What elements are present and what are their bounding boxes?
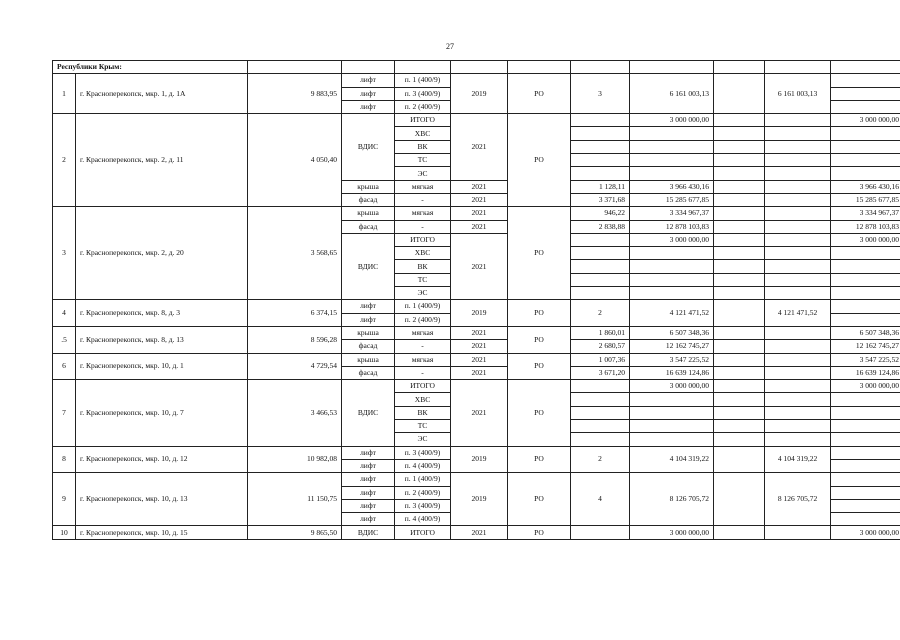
table-cell bbox=[630, 393, 714, 406]
table-cell: РО bbox=[508, 114, 571, 207]
table-cell bbox=[630, 127, 714, 140]
table-cell bbox=[831, 154, 900, 167]
table-cell bbox=[831, 486, 900, 499]
table-cell bbox=[831, 300, 900, 313]
table-cell bbox=[714, 247, 765, 260]
table-cell: лифт bbox=[342, 313, 395, 326]
table-cell: 2021 bbox=[451, 193, 508, 206]
table-cell bbox=[831, 140, 900, 153]
table-cell bbox=[714, 446, 765, 473]
table-cell bbox=[714, 326, 765, 339]
table-cell bbox=[714, 526, 765, 539]
table-cell: мягкая bbox=[395, 207, 451, 220]
table-cell: - bbox=[395, 220, 451, 233]
table-cell: ВДИС bbox=[342, 526, 395, 539]
table-cell: ЭС bbox=[395, 167, 451, 180]
table-cell bbox=[571, 247, 630, 260]
table-cell bbox=[831, 459, 900, 472]
table-cell bbox=[765, 380, 831, 393]
table-cell bbox=[571, 433, 630, 446]
table-cell: РО bbox=[508, 353, 571, 380]
table-cell: РО bbox=[508, 326, 571, 353]
table-cell: 3 547 225,52 bbox=[831, 353, 900, 366]
table-cell bbox=[765, 420, 831, 433]
table-cell: 4 bbox=[571, 473, 630, 526]
table-cell: 3 671,20 bbox=[571, 366, 630, 379]
table-cell: 2019 bbox=[451, 300, 508, 327]
table-cell: 2019 bbox=[451, 473, 508, 526]
table-cell bbox=[831, 406, 900, 419]
table-cell bbox=[248, 61, 342, 74]
address-cell: г. Красноперекопск, мкр. 2, д. 20 bbox=[76, 207, 248, 300]
table-cell: РО bbox=[508, 207, 571, 300]
table-cell bbox=[571, 260, 630, 273]
table-cell: ВДИС bbox=[342, 233, 395, 299]
table-cell: 2021 bbox=[451, 366, 508, 379]
table-cell: ТС bbox=[395, 273, 451, 286]
table-cell: 2 bbox=[571, 300, 630, 327]
table-cell: ИТОГО bbox=[395, 114, 451, 127]
table-cell: 4 bbox=[53, 300, 76, 327]
table-cell bbox=[571, 380, 630, 393]
table-cell: 16 639 124,86 bbox=[630, 366, 714, 379]
region-header-row bbox=[53, 61, 900, 74]
table-cell bbox=[630, 273, 714, 286]
table-cell bbox=[714, 273, 765, 286]
table-cell bbox=[714, 433, 765, 446]
table-row bbox=[53, 207, 900, 220]
table-cell bbox=[831, 167, 900, 180]
table-cell: лифт bbox=[342, 74, 395, 87]
table-cell: РО bbox=[508, 380, 571, 446]
table-cell: 3 466,53 bbox=[248, 380, 342, 446]
table-cell: п. 2 (400/9) bbox=[395, 486, 451, 499]
table-cell bbox=[765, 167, 831, 180]
table-cell: 2021 bbox=[451, 220, 508, 233]
table-cell bbox=[630, 61, 714, 74]
table-cell: 1 007,36 bbox=[571, 353, 630, 366]
table-cell bbox=[831, 273, 900, 286]
table-cell: 8 596,28 bbox=[248, 326, 342, 353]
address-cell: г. Красноперекопск, мкр. 2, д. 11 bbox=[76, 114, 248, 207]
table-cell bbox=[571, 526, 630, 539]
table-cell: п. 1 (400/9) bbox=[395, 74, 451, 87]
table-cell bbox=[765, 180, 831, 193]
table-cell: 16 639 124,86 bbox=[831, 366, 900, 379]
table-cell: лифт bbox=[342, 486, 395, 499]
table-cell: РО bbox=[508, 473, 571, 526]
table-cell bbox=[714, 61, 765, 74]
address-cell: г. Красноперекопск, мкр. 8, д. 13 bbox=[76, 326, 248, 353]
table-cell: ЭС bbox=[395, 433, 451, 446]
table-cell: 2 838,88 bbox=[571, 220, 630, 233]
table-cell: 2021 bbox=[451, 526, 508, 539]
address-cell: г. Красноперекопск, мкр. 1, д. 1А bbox=[76, 74, 248, 114]
table-cell: 2021 bbox=[451, 326, 508, 339]
table-cell bbox=[765, 393, 831, 406]
table-cell: 2019 bbox=[451, 446, 508, 473]
table-cell: 15 285 677,85 bbox=[831, 193, 900, 206]
table-cell: п. 3 (400/9) bbox=[395, 87, 451, 100]
table-cell bbox=[451, 61, 508, 74]
table-cell: 9 bbox=[53, 473, 76, 526]
table-cell: 6 161 003,13 bbox=[630, 74, 714, 114]
address-cell: г. Красноперекопск, мкр. 10, д. 12 bbox=[76, 446, 248, 473]
table-cell: 2 680,57 bbox=[571, 340, 630, 353]
table-cell bbox=[765, 127, 831, 140]
table-cell: лифт bbox=[342, 100, 395, 113]
table-row bbox=[53, 380, 900, 393]
table-row bbox=[53, 300, 900, 313]
table-cell bbox=[765, 287, 831, 300]
page-number: 27 bbox=[446, 42, 454, 51]
table-cell bbox=[571, 287, 630, 300]
table-cell: 2021 bbox=[451, 207, 508, 220]
table-cell: ВК bbox=[395, 140, 451, 153]
table-cell: ТС bbox=[395, 154, 451, 167]
table-cell bbox=[831, 87, 900, 100]
table-cell: ИТОГО bbox=[395, 380, 451, 393]
table-cell: ИТОГО bbox=[395, 233, 451, 246]
table-cell bbox=[765, 247, 831, 260]
table-cell: крыша bbox=[342, 180, 395, 193]
table-cell bbox=[831, 287, 900, 300]
table-cell bbox=[765, 207, 831, 220]
table-cell bbox=[571, 393, 630, 406]
table-cell: 1 bbox=[53, 74, 76, 114]
table-cell: 12 162 745,27 bbox=[630, 340, 714, 353]
table-cell bbox=[714, 140, 765, 153]
table-cell: лифт bbox=[342, 459, 395, 472]
address-cell: г. Красноперекопск, мкр. 10, д. 13 bbox=[76, 473, 248, 526]
table-cell: 1 860,01 bbox=[571, 326, 630, 339]
table-cell bbox=[714, 154, 765, 167]
table-cell bbox=[765, 114, 831, 127]
table-cell bbox=[831, 393, 900, 406]
table-cell: п. 1 (400/9) bbox=[395, 300, 451, 313]
table-cell bbox=[831, 260, 900, 273]
table-cell: фасад bbox=[342, 193, 395, 206]
table-cell bbox=[630, 154, 714, 167]
table-cell: 2 bbox=[53, 114, 76, 207]
table-cell: 4 104 319,22 bbox=[765, 446, 831, 473]
table-cell: - bbox=[395, 340, 451, 353]
table-cell bbox=[714, 233, 765, 246]
table-cell: 3 000 000,00 bbox=[630, 380, 714, 393]
table-cell bbox=[831, 513, 900, 526]
table-cell bbox=[765, 220, 831, 233]
table-cell bbox=[765, 140, 831, 153]
table-cell bbox=[714, 74, 765, 114]
table-cell: ВДИС bbox=[342, 380, 395, 446]
table-cell: 3 334 967,37 bbox=[831, 207, 900, 220]
table-cell: 4 050,40 bbox=[248, 114, 342, 207]
table-cell bbox=[571, 273, 630, 286]
table-cell: 2021 bbox=[451, 380, 508, 446]
table-cell bbox=[571, 127, 630, 140]
table-cell bbox=[571, 406, 630, 419]
table-cell bbox=[714, 114, 765, 127]
table-cell: крыша bbox=[342, 207, 395, 220]
table-cell: мягкая bbox=[395, 180, 451, 193]
table-cell: .5 bbox=[53, 326, 76, 353]
table-cell: 3 bbox=[571, 74, 630, 114]
table-cell: 3 bbox=[53, 207, 76, 300]
table-cell bbox=[765, 233, 831, 246]
table-cell bbox=[714, 406, 765, 419]
table-row bbox=[53, 326, 900, 339]
table-row bbox=[53, 114, 900, 127]
table-cell: 15 285 677,85 bbox=[630, 193, 714, 206]
table-cell bbox=[831, 100, 900, 113]
table-cell: 6 374,15 bbox=[248, 300, 342, 327]
capital-repair-table bbox=[52, 60, 900, 540]
table-cell: 3 966 430,16 bbox=[831, 180, 900, 193]
table-cell bbox=[831, 247, 900, 260]
table-cell: - bbox=[395, 193, 451, 206]
table-cell: 9 883,95 bbox=[248, 74, 342, 114]
table-cell: ТС bbox=[395, 420, 451, 433]
table-cell: п. 1 (400/9) bbox=[395, 473, 451, 486]
table-cell bbox=[831, 473, 900, 486]
table-cell: лифт bbox=[342, 499, 395, 512]
table-cell: 10 982,08 bbox=[248, 446, 342, 473]
table-cell: 3 334 967,37 bbox=[630, 207, 714, 220]
table-cell: крыша bbox=[342, 353, 395, 366]
table-cell bbox=[714, 180, 765, 193]
table-cell: п. 2 (400/9) bbox=[395, 100, 451, 113]
table-cell bbox=[765, 326, 831, 339]
table-cell: РО bbox=[508, 446, 571, 473]
table-cell: 3 000 000,00 bbox=[630, 526, 714, 539]
table-cell bbox=[571, 140, 630, 153]
table-cell bbox=[714, 380, 765, 393]
table-cell: 2019 bbox=[451, 74, 508, 114]
table-cell: 3 000 000,00 bbox=[630, 233, 714, 246]
table-cell bbox=[630, 287, 714, 300]
table-cell: 3 371,68 bbox=[571, 193, 630, 206]
table-cell: - bbox=[395, 366, 451, 379]
table-cell bbox=[714, 287, 765, 300]
table-cell: 8 126 705,72 bbox=[765, 473, 831, 526]
address-cell: г. Красноперекопск, мкр. 10, д. 7 bbox=[76, 380, 248, 446]
table-cell bbox=[765, 193, 831, 206]
table-cell: п. 3 (400/9) bbox=[395, 446, 451, 459]
table-cell: 946,22 bbox=[571, 207, 630, 220]
region-header: Республики Крым: bbox=[53, 61, 248, 74]
table-cell bbox=[630, 420, 714, 433]
table-cell bbox=[714, 220, 765, 233]
table-cell: 4 104 319,22 bbox=[630, 446, 714, 473]
table-cell: 11 150,75 bbox=[248, 473, 342, 526]
table-cell bbox=[714, 393, 765, 406]
table-cell bbox=[714, 127, 765, 140]
table-cell: 10 bbox=[53, 526, 76, 539]
table-cell: ЭС bbox=[395, 287, 451, 300]
table-cell: 4 729,54 bbox=[248, 353, 342, 380]
table-cell bbox=[765, 433, 831, 446]
table-cell: лифт bbox=[342, 473, 395, 486]
table-cell bbox=[571, 114, 630, 127]
table-cell bbox=[714, 473, 765, 526]
table-cell bbox=[714, 353, 765, 366]
table-cell: 2021 bbox=[451, 353, 508, 366]
table-cell bbox=[714, 260, 765, 273]
table-cell: 7 bbox=[53, 380, 76, 446]
table-cell: 2021 bbox=[451, 340, 508, 353]
table-cell: лифт bbox=[342, 87, 395, 100]
table-cell: ХВС bbox=[395, 393, 451, 406]
table-cell bbox=[765, 61, 831, 74]
table-cell: 3 568,65 bbox=[248, 207, 342, 300]
address-cell: г. Красноперекопск, мкр. 8, д. 3 bbox=[76, 300, 248, 327]
table-row bbox=[53, 353, 900, 366]
table-cell: РО bbox=[508, 526, 571, 539]
table-cell: 4 121 471,52 bbox=[765, 300, 831, 327]
table-cell bbox=[831, 61, 900, 74]
table-cell: 3 000 000,00 bbox=[831, 233, 900, 246]
table-cell bbox=[765, 154, 831, 167]
table-cell bbox=[508, 61, 571, 74]
table-cell bbox=[342, 61, 395, 74]
table-cell bbox=[714, 207, 765, 220]
table-cell bbox=[630, 433, 714, 446]
table-cell: 3 000 000,00 bbox=[831, 380, 900, 393]
table-cell: п. 4 (400/9) bbox=[395, 459, 451, 472]
table-cell bbox=[765, 406, 831, 419]
table-cell: 12 878 103,83 bbox=[630, 220, 714, 233]
table-cell: 6 161 003,13 bbox=[765, 74, 831, 114]
table-cell: п. 4 (400/9) bbox=[395, 513, 451, 526]
table-cell bbox=[571, 420, 630, 433]
table-row bbox=[53, 446, 900, 459]
table-cell: 6 bbox=[53, 353, 76, 380]
table-cell bbox=[831, 420, 900, 433]
table-cell bbox=[630, 260, 714, 273]
table-cell: 8 bbox=[53, 446, 76, 473]
table-cell: 6 507 348,36 bbox=[630, 326, 714, 339]
table-cell: 3 000 000,00 bbox=[831, 114, 900, 127]
table-cell: РО bbox=[508, 300, 571, 327]
table-cell bbox=[765, 260, 831, 273]
table-cell bbox=[630, 140, 714, 153]
table-cell bbox=[765, 273, 831, 286]
table-cell bbox=[630, 406, 714, 419]
table-cell: мягкая bbox=[395, 326, 451, 339]
table-cell: лифт bbox=[342, 300, 395, 313]
table-cell: 12 878 103,83 bbox=[831, 220, 900, 233]
table-row bbox=[53, 526, 900, 539]
table-cell bbox=[831, 433, 900, 446]
table-cell bbox=[831, 313, 900, 326]
table-cell: 12 162 745,27 bbox=[831, 340, 900, 353]
address-cell: г. Красноперекопск, мкр. 10, д. 15 bbox=[76, 526, 248, 539]
table-cell: мягкая bbox=[395, 353, 451, 366]
table-cell: 2 bbox=[571, 446, 630, 473]
table-cell: фасад bbox=[342, 340, 395, 353]
table-cell bbox=[765, 353, 831, 366]
table-cell: 2021 bbox=[451, 233, 508, 299]
table-cell bbox=[714, 366, 765, 379]
table-cell: ВК bbox=[395, 406, 451, 419]
table-cell: 4 121 471,52 bbox=[630, 300, 714, 327]
table-cell bbox=[571, 154, 630, 167]
table-cell: ИТОГО bbox=[395, 526, 451, 539]
table-cell: 8 126 705,72 bbox=[630, 473, 714, 526]
table-cell: 3 000 000,00 bbox=[630, 114, 714, 127]
table-cell: 3 000 000,00 bbox=[831, 526, 900, 539]
table-cell: ХВС bbox=[395, 247, 451, 260]
table-cell bbox=[831, 127, 900, 140]
table-cell bbox=[831, 74, 900, 87]
table-cell: п. 2 (400/9) bbox=[395, 313, 451, 326]
table-cell bbox=[630, 167, 714, 180]
table-cell bbox=[831, 499, 900, 512]
table-cell bbox=[630, 247, 714, 260]
table-cell: ВДИС bbox=[342, 114, 395, 180]
table-cell bbox=[571, 61, 630, 74]
table-cell: ХВС bbox=[395, 127, 451, 140]
table-cell: фасад bbox=[342, 220, 395, 233]
table-cell bbox=[714, 193, 765, 206]
table-cell: 2021 bbox=[451, 114, 508, 180]
table-cell bbox=[714, 167, 765, 180]
table-cell: крыша bbox=[342, 326, 395, 339]
table-cell bbox=[571, 233, 630, 246]
table-cell: 3 547 225,52 bbox=[630, 353, 714, 366]
table-cell: лифт bbox=[342, 446, 395, 459]
table-cell bbox=[765, 366, 831, 379]
table-cell bbox=[714, 300, 765, 327]
table-cell bbox=[571, 167, 630, 180]
table-cell: п. 3 (400/9) bbox=[395, 499, 451, 512]
table-cell bbox=[831, 446, 900, 459]
table-cell: 1 128,11 bbox=[571, 180, 630, 193]
table-cell bbox=[395, 61, 451, 74]
table-cell bbox=[765, 526, 831, 539]
table-cell: фасад bbox=[342, 366, 395, 379]
table-cell: РО bbox=[508, 74, 571, 114]
table-row bbox=[53, 473, 900, 486]
table-cell bbox=[714, 340, 765, 353]
table-cell: 2021 bbox=[451, 180, 508, 193]
table-cell: ВК bbox=[395, 260, 451, 273]
table-cell: 9 865,50 bbox=[248, 526, 342, 539]
table-cell: 6 507 348,36 bbox=[831, 326, 900, 339]
address-cell: г. Красноперекопск, мкр. 10, д. 1 bbox=[76, 353, 248, 380]
table-row bbox=[53, 74, 900, 87]
table-cell: лифт bbox=[342, 513, 395, 526]
table-cell: 3 966 430,16 bbox=[630, 180, 714, 193]
table-cell bbox=[714, 420, 765, 433]
table-cell bbox=[765, 340, 831, 353]
